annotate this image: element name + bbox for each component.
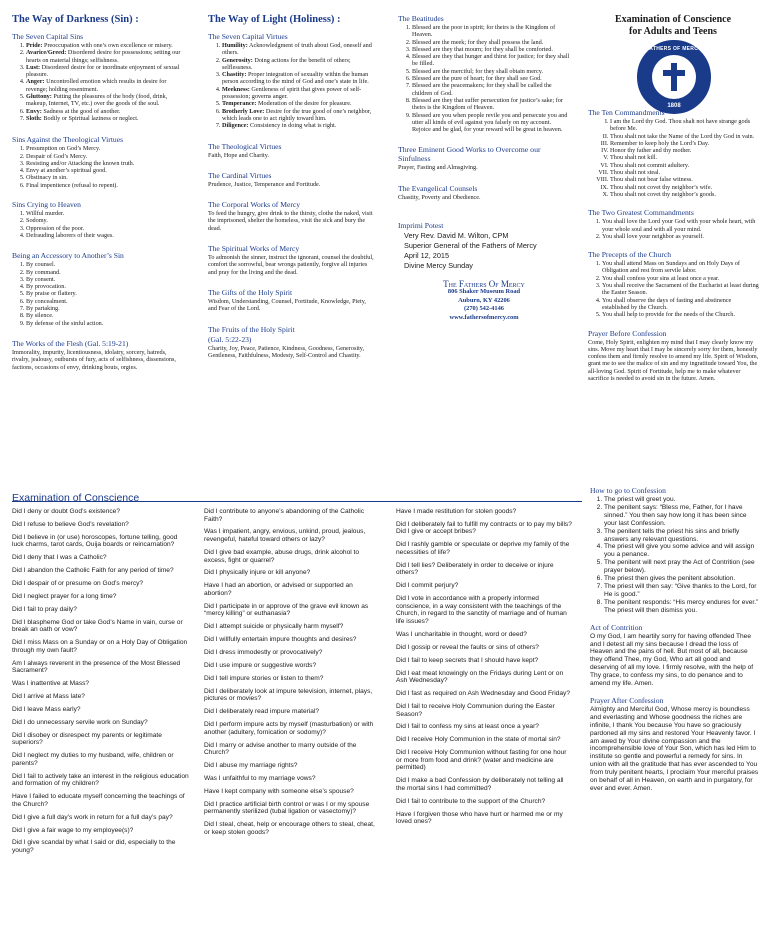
list-item: 4. The priest will give you some advice and will assign you a penance. <box>604 543 760 559</box>
good-works-text: Prayer, Fasting and Almsgiving. <box>398 164 478 172</box>
phone: (270) 542-4146 <box>464 305 504 313</box>
counsels-heading: The Evangelical Counsels <box>398 183 478 193</box>
prayer-after-text: Almighty and Merciful God, Whose mercy is boundless and everlasting and Whose goodness the riches are infinite, I thank You because You have so graciously pardoned all my sins and restored Your Heavenly favor. I am awed by Your divine compassion and the incomprehensible love of Your Son, which has led Him to institute so gentle and powerful a remedy for sins. In union with all the gratitude that has ever ascended to You from truly penitent hearts, I proclaim Your merciful praises on behalf of all in Heaven, on earth and in purgatory, for ever and ever. Amen. <box>590 705 759 792</box>
list-item: 3. Blessed are they that mourn; for they shall be comforted. <box>412 46 570 53</box>
list-item: 3. By consent. <box>26 276 182 283</box>
exam-question: Did I receive Holy Communion without fasting for one hour or more from food and drink? (water and medicine are permitted) <box>396 749 567 772</box>
column-darkness <box>12 14 182 371</box>
beatitudes-heading: The Beatitudes <box>398 14 444 23</box>
confession-column <box>590 486 760 793</box>
exam-question: Did I perform impure acts by myself (masturbation) or with another (adultery, fornication or sodomy)? <box>204 721 374 736</box>
column-commandments-body <box>588 108 760 382</box>
item-name: Envy: <box>26 107 42 115</box>
exam-question: Did I tell lies? Deliberately in order to deceive or injure others? <box>396 561 554 577</box>
cardinal-virtues-heading: The Cardinal Virtues <box>208 170 272 180</box>
list-item: 7. By partaking. <box>26 305 182 312</box>
list-item: 2. You shall confess your sins at least once a year. <box>602 275 760 282</box>
exam-question: Did I deny that I was a Catholic? <box>12 554 107 562</box>
corporal-text: To feed the hungry, give drink to the thirsty, clothe the naked, visit the imprisoned, shelter the homeless, visit the sick and bury the dead. <box>208 210 373 232</box>
seal-year: 1808 <box>667 103 681 109</box>
list-item: 6. By concealment. <box>26 298 182 305</box>
exam-question: Have I had an abortion, or advised or supported an abortion? <box>204 582 353 597</box>
prayer-before-heading: Prayer Before Confession <box>588 328 667 338</box>
list-item: 3. The penitent tells the priest his sins and briefly answers any relevant questions. <box>604 528 760 544</box>
cover-title-line2: for Adults and Teens <box>629 26 717 37</box>
fruits-heading: The Fruits of the Holy Spirit <box>208 324 295 334</box>
exam-question: Did I fail to contribute to the support of the Church? <box>396 797 546 805</box>
capital-sins-heading: The Seven Capital Sins <box>12 32 84 41</box>
exam-question: Did I tell impure stories or listen to them? <box>204 674 324 682</box>
imprimi-line: April 12, 2015 <box>404 251 450 261</box>
exam-question: Did I rashly gamble or speculate or deprive my family of the necessities of life? <box>396 541 570 556</box>
capital-sins-list <box>12 42 182 122</box>
good-works-heading: Three Eminent Good Works to Overcome our Sinfulness <box>398 145 541 164</box>
seal-text-top: FATHERS OF MERCY <box>646 46 702 52</box>
precepts-list <box>588 260 760 318</box>
accessory-list <box>12 261 182 327</box>
list-item: 1. Humility: Acknowledgment of truth about God, oneself and others. <box>222 42 376 57</box>
list-item: 1. You shall attend Mass on Sundays and on Holy Days of Obligation and rest from servile labor. <box>602 260 760 275</box>
list-item: 5. Temperance: Moderation of the desire for pleasure. <box>222 100 376 107</box>
imprimi-heading: Imprimi Potest <box>398 221 444 231</box>
list-item: 9. By defense of the sinful action. <box>26 320 182 327</box>
list-item: 4. Anger: Uncontrolled emotion which results in desire for revenge; holding resentment. <box>26 78 182 93</box>
theological-sins-heading: Sins Against the Theological Virtues <box>12 135 124 145</box>
prayer-after-heading: Prayer After Confession <box>590 695 664 705</box>
exam-question: Am I always reverent in the presence of the Most Blessed Sacrament? <box>12 659 181 675</box>
imprimi-line: Superior General of the Fathers of Mercy <box>404 241 537 251</box>
crying-sins-list <box>12 210 182 239</box>
list-item: V. Thou shalt not kill. <box>610 154 760 161</box>
exam-question: Did I leave Mass early? <box>12 705 81 713</box>
corporal-heading: The Corporal Works of Mercy <box>208 200 301 210</box>
exam-question: Have I kept company with someone else’s spouse? <box>204 787 354 795</box>
seal-crest-icon <box>652 55 696 99</box>
item-name: Temperance: <box>222 100 257 108</box>
exam-column-2 <box>204 508 382 842</box>
exam-question: Did I give scandal by what I said or did, especially to the young? <box>12 839 176 855</box>
item-name: Chastity: <box>222 71 247 79</box>
exam-question: Did I fail to actively take an interest in the religious education and formation of my children? <box>12 772 189 788</box>
item-name: Meekness: <box>222 85 250 93</box>
list-item: 5. Gluttony: Putting the pleasures of the body (food, drink, makeup, Internet, TV, etc.) over the goods of the soul. <box>26 93 182 108</box>
list-item: 5. By praise or flattery. <box>26 290 182 297</box>
exam-question: Did I eat meat knowingly on the Fridays during Lent or on Ash Wednesday? <box>396 669 564 685</box>
list-item: 9. Blessed are you when people revile you and persecute you and utter all kinds of evil against you falsely on my account. Rejoice and be glad, for your reward will be great in heaven. <box>412 112 570 134</box>
exam-question: Did I willfully entertain impure thoughts and desires? <box>204 636 357 644</box>
cardinal-virtues-text: Prudence, Justice, Temperance and Fortitude. <box>208 180 321 188</box>
exam-question: Did I practice artificial birth control or was I or my spouse permanently sterilized (tubal ligation or vasectomy)? <box>204 800 370 816</box>
list-item: 5. You shall help to provide for the needs of the Church. <box>602 311 760 318</box>
exam-question: Did I marry or advise another to marry outside of the Church? <box>204 741 357 757</box>
list-item: 4. Meekness: Gentleness of spirit that gives power of self-possession; governs anger. <box>222 86 376 101</box>
list-item: 3. Chastity: Proper integration of sexuality within the human person according to the mind of God and one’s state in life. <box>222 71 376 86</box>
list-item: 8. By silence. <box>26 312 182 319</box>
address-line1: 806 Shaker Museum Road <box>447 288 521 296</box>
list-item: 1. You shall love the Lord your God with your whole heart, with your whole soul and with all your mind. <box>602 218 760 233</box>
website[interactable]: www.fathersofmercy.com <box>449 313 519 321</box>
exam-question: Did I make a bad Confession by deliberately not telling all the mortal sins I had committed? <box>396 777 564 792</box>
list-item: 2. Despair of God’s Mercy. <box>26 153 182 160</box>
capital-virtues-list <box>208 42 376 130</box>
list-item: 6. Envy: Sadness at the good of another. <box>26 108 182 115</box>
how-confession-heading: How to go to Confession <box>590 486 666 495</box>
exam-title-text: Examination of Conscience <box>12 492 140 504</box>
theological-virtues-text: Faith, Hope and Charity. <box>208 151 269 159</box>
item-name: Anger: <box>26 78 45 86</box>
exam-question: Was I impatient, angry, envious, unkind, proud, jealous, revengeful, hateful toward others or lazy? <box>204 528 366 544</box>
theological-virtues-heading: The Theological Virtues <box>208 141 282 151</box>
exam-question: Did I give a fair wage to my employee(s)? <box>12 826 134 834</box>
commandments-list <box>588 118 760 198</box>
item-name: Gluttony: <box>26 93 52 101</box>
fathers-of-mercy-name: The Fathers Of Mercy <box>443 279 525 290</box>
exam-question: Did I despair of or presume on God’s mercy? <box>12 580 144 588</box>
spiritual-text: To admonish the sinner, instruct the ignorant, counsel the doubtful, comfort the sorrowful, bear wrongs patiently, forgive all injuries and pray for the living and the dead. <box>208 254 374 276</box>
exam-question: Did I abuse my marriage rights? <box>204 762 298 770</box>
exam-question: Did I steal, cheat, help or encourage others to steal, cheat, or keep stolen goods? <box>204 821 375 836</box>
list-item: 4. Defrauding laborers of their wages. <box>26 232 182 239</box>
flesh-text: Immorality, impurity, licentiousness, idolatry, sorcery, hatreds, rivalry, jealousy, outbursts of fury, acts of selfishness, dissensions, factions, occasions of envy, drinking bouts, orgies. <box>12 348 176 371</box>
list-item: VI. Thou shalt not commit adultery. <box>610 162 760 169</box>
list-item: 4. Envy at another’s spiritual good. <box>26 167 182 174</box>
contrition-text: O my God, I am heartily sorry for having offended Thee and I detest all my sins because I dread the loss of Heaven and the pains of hell. But most of all, because they offend Thee, my God, Who art all good and deserving of all my love. I firmly resolve, with the help of Thy grace, to confess my sins, to do penance and to amend my life. Amen. <box>590 632 754 688</box>
list-item: 1. By counsel. <box>26 261 182 268</box>
how-confession-list <box>590 496 760 615</box>
list-item: 5. The penitent will next pray the Act of Contrition (see prayer below). <box>604 559 760 575</box>
item-name: Diligence: <box>222 122 249 130</box>
list-item: 5. Blessed are the merciful; for they shall obtain mercy. <box>412 68 570 75</box>
list-item: 1. Willful murder. <box>26 210 182 217</box>
list-item: 3. You shall receive the Sacrament of the Eucharist at least during the Easter Season. <box>602 282 760 297</box>
cross-icon <box>652 55 696 99</box>
exam-question: Did I deny or doubt God’s existence? <box>12 508 121 515</box>
exam-column-1 <box>12 508 190 860</box>
exam-question: Did I dress immodestly or provocatively? <box>204 649 323 657</box>
light-title: The Way of Light (Holiness) : <box>208 14 341 25</box>
list-item: 5. Obstinacy in sin. <box>26 174 182 181</box>
fathers-of-mercy-seal-icon <box>637 40 711 114</box>
counsels-text: Chastity, Poverty and Obedience. <box>398 193 481 201</box>
exam-title <box>12 488 582 506</box>
accessory-heading: Being an Accessory to Another’s Sin <box>12 251 124 261</box>
exam-question: Have I failed to educate myself concerning the teachings of the Church? <box>12 793 185 808</box>
precepts-heading: The Precepts of the Church <box>588 250 672 260</box>
item-name: Generosity: <box>222 56 253 64</box>
cover-title <box>588 14 758 38</box>
list-item: 2. You shall love your neighbor as yourself. <box>602 233 760 240</box>
list-item: 1. The priest will greet you. <box>604 496 760 504</box>
item-name: Brotherly Love: <box>222 107 265 115</box>
list-item: 1. Presumption on God’s Mercy. <box>26 145 182 152</box>
exam-question: Was I inattentive at Mass? <box>12 680 90 688</box>
list-item: 1. Blessed are the poor in spirit; for theirs is the Kingdom of Heaven. <box>412 24 570 39</box>
column-beatitudes <box>398 14 570 322</box>
list-item: 3. Oppression of the poor. <box>26 225 182 232</box>
fruits-text: Charity, Joy, Peace, Patience, Kindness, Goodness, Generosity, Gentleness, Faithfulness, Modesty, Self-Control and Chastity. <box>208 344 365 359</box>
list-item: 4. You shall observe the days of fasting and abstinence established by the Church. <box>602 297 760 312</box>
commandments-heading: The Ten Commandments <box>588 108 665 117</box>
exam-question: Did I physically injure or kill anyone? <box>204 569 311 577</box>
exam-question: Did I fail to confess my sins at least once a year? <box>396 723 539 731</box>
list-item: 8. The penitent responds: “His mercy endures for ever.” The priest will then dismiss you. <box>604 599 760 615</box>
list-item: VII. Thou shalt not steal. <box>610 169 760 176</box>
item-name: Avarice/Greed: <box>26 49 67 57</box>
exam-question: Was I unfaithful to my marriage vows? <box>204 775 316 782</box>
exam-question: Did I gossip or reveal the faults or sins of others? <box>396 643 539 651</box>
list-item: VIII. Thou shalt not bear false witness. <box>610 176 760 183</box>
list-item: 7. Blessed are the peacemakers; for they shall be called the children of God. <box>412 82 570 97</box>
prayer-before-text: Come, Holy Spirit, enlighten my mind that I may clearly know my sins. Move my heart that I may be sincerely sorry for them, honestly confess them and firmly resolve to amend my life. Spirit of Wisdom, grant me to see the malice of sin and my ingratitude toward You, the all-loving God. Spirit of Fortitude, help me to make whatever sacrifice is needed to avoid sin in the future. Amen. <box>588 338 759 383</box>
list-item: 4. Blessed are they that hunger and thirst for justice; for they shall be filled. <box>412 53 570 68</box>
list-item: 7. The priest will then say: “Give thanks to the Lord, for He is good.” <box>604 583 760 599</box>
list-item: 7. Diligence: Consistency in doing what is right. <box>222 122 376 129</box>
column-light <box>208 14 376 359</box>
list-item: 4. By provocation. <box>26 283 182 290</box>
list-item: II. Thou shalt not take the Name of the Lord thy God in vain. <box>610 133 760 140</box>
contrition-heading: Act of Contrition <box>590 622 643 632</box>
exam-question: Did I refuse to believe God’s revelation? <box>12 520 129 528</box>
exam-question: Have I made restitution for stolen goods? <box>396 508 517 515</box>
exam-question: Did I do unnecessary servile work on Sunday? <box>12 718 148 726</box>
exam-question: Did I use impure or suggestive words? <box>204 661 317 669</box>
crying-sins-heading: Sins Crying to Heaven <box>12 200 81 210</box>
item-name: Lust: <box>26 63 41 71</box>
list-item: 6. The priest then gives the penitent absolution. <box>604 575 760 583</box>
exam-question: Did I blaspheme God or take God’s Name in vain, curse or break an oath or vow? <box>12 618 183 634</box>
address-line2: Auburn, KY 42206 <box>458 296 510 304</box>
list-item: 8. Blessed are they that suffer persecution for justice’s sake; for theirs is the Kingdom of Heaven. <box>412 97 570 112</box>
exam-question: Did I vote in accordance with a properly informed conscience, in a way consistent with the teachings of the Church, in regard to the sanctity of marriage and of human life issues? <box>396 595 567 626</box>
list-item: 2. Avarice/Greed: Disordered desire for possessions; setting our hearts on material things; selfishness. <box>26 49 182 64</box>
exam-question: Did I fail to receive Holy Communion during the Easter Season? <box>396 702 555 718</box>
exam-question: Did I neglect my duties to my husband, wife, children or parents? <box>12 752 174 767</box>
list-item: IX. Thou shalt not covet thy neighbor’s wife. <box>610 184 760 191</box>
exam-question: Did I deliberately read impure material? <box>204 708 320 716</box>
exam-question: Did I commit perjury? <box>396 582 459 590</box>
cover-title-line1: Examination of Conscience <box>614 14 732 25</box>
greatest-list <box>588 218 760 240</box>
list-item: 2. Sodomy. <box>26 217 182 224</box>
exam-question: Did I disobey or disrespect my parents or legitimate superiors? <box>12 731 162 747</box>
exam-question: Did I fast as required on Ash Wednesday and Good Friday? <box>396 690 570 698</box>
list-item: 6. Blessed are the pure of heart; for they shall see God. <box>412 75 570 82</box>
list-item: III. Remember to keep holy the Lord’s Day. <box>610 140 760 147</box>
list-item: 6. Final impenitence (refusal to repent). <box>26 182 182 189</box>
exam-question: Did I miss Mass on a Sunday or on a Holy Day of Obligation through my own fault? <box>12 639 188 654</box>
list-item: I. I am the Lord thy God. Thou shalt not have strange gods before Me. <box>610 118 760 133</box>
exam-question: Did I fail to keep secrets that I should have kept? <box>396 656 539 664</box>
beatitudes-list <box>398 24 570 133</box>
gifts-text: Wisdom, Understanding, Counsel, Fortitude, Knowledge, Piety, and Fear of the Lord. <box>208 297 366 313</box>
exam-question: Did I attempt suicide or physically harm myself? <box>204 623 344 631</box>
exam-question: Was I uncharitable in thought, word or deed? <box>396 630 527 638</box>
item-name: Pride: <box>26 42 43 49</box>
fruits-subheading: (Gal. 5:22-23) <box>208 334 252 344</box>
capital-virtues-heading: The Seven Capital Virtues <box>208 32 288 41</box>
list-item: 6. Brotherly Love: Desire for the true good of one’s neighbor, which leads one to act rightly toward him. <box>222 108 376 123</box>
list-item: X. Thou shalt not covet thy neighbor’s goods. <box>610 191 760 198</box>
imprimi-line: Divine Mercy Sunday <box>404 261 473 271</box>
list-item: 2. The penitent says: “Bless me, Father, for I have sinned.” You then say how long it has been since your last Confession. <box>604 504 760 528</box>
exam-question: Did I arrive at Mass late? <box>12 693 85 701</box>
exam-question: Have I forgiven those who have hurt or harmed me or my loved ones? <box>396 810 563 826</box>
list-item: 3. Lust: Disordered desire for or inordinate enjoyment of sexual pleasure. <box>26 64 182 79</box>
exam-column-3 <box>396 508 574 831</box>
greatest-heading: The Two Greatest Commandments <box>588 208 694 218</box>
imprimi-line: Very Rev. David M. Wilton, CPM <box>404 231 509 241</box>
list-item: 1. Pride: Preoccupation with one’s own excellence or misery. <box>26 42 182 49</box>
exam-question: Did I contribute to anyone’s abandoning of the Catholic Faith? <box>204 508 365 523</box>
theological-sins-list <box>12 145 182 189</box>
flesh-heading: The Works of the Flesh (Gal. 5:19-21) <box>12 338 129 348</box>
list-item: 2. Blessed are the meek; for they shall possess the land. <box>412 39 570 46</box>
imprimi-lines <box>398 231 570 271</box>
exam-question: Did I give bad example, abuse drugs, drink alcohol to excess, fight or quarrel? <box>204 548 360 564</box>
exam-question: Did I give a full day’s work in return for a full day’s pay? <box>12 813 173 821</box>
exam-question: Did I deliberately look at impure television, internet, plays, pictures or movies? <box>204 687 373 703</box>
exam-question: Did I believe in (or use) horoscopes, fortune telling, good luck charms, tarot cards, Ouija boards or reincarnation? <box>12 533 178 549</box>
column-commandments <box>588 14 758 38</box>
spiritual-heading: The Spiritual Works of Mercy <box>208 244 300 254</box>
list-item: 3. Resisting and/or Attacking the known truth. <box>26 160 182 167</box>
list-item: 7. Sloth: Bodily or Spiritual laziness or neglect. <box>26 115 182 122</box>
darkness-title: The Way of Darkness (Sin) : <box>12 14 139 25</box>
exam-question: Did I abandon the Catholic Faith for any period of time? <box>12 567 174 575</box>
list-item: 2. Generosity: Doing actions for the benefit of others; selflessness. <box>222 57 376 72</box>
exam-question: Did I neglect prayer for a long time? <box>12 592 117 600</box>
list-item: 2. By command. <box>26 269 182 276</box>
exam-question: Did I fail to pray daily? <box>12 605 77 613</box>
exam-question: Did I receive Holy Communion in the state of mortal sin? <box>396 736 561 744</box>
item-name: Humility: <box>222 42 248 49</box>
exam-question: Did I participate in or approve of the grave evil known as “mercy killing” or euthanasia? <box>204 602 369 618</box>
exam-divider <box>12 501 582 502</box>
gifts-heading: The Gifts of the Holy Spirit <box>208 287 293 297</box>
list-item: IV. Honor thy father and thy mother. <box>610 147 760 154</box>
item-name: Sloth: <box>26 114 42 122</box>
exam-question: Did I deliberately fail to fulfill my contracts or to pay my bills? Did I give or accept bribes? <box>396 520 572 536</box>
